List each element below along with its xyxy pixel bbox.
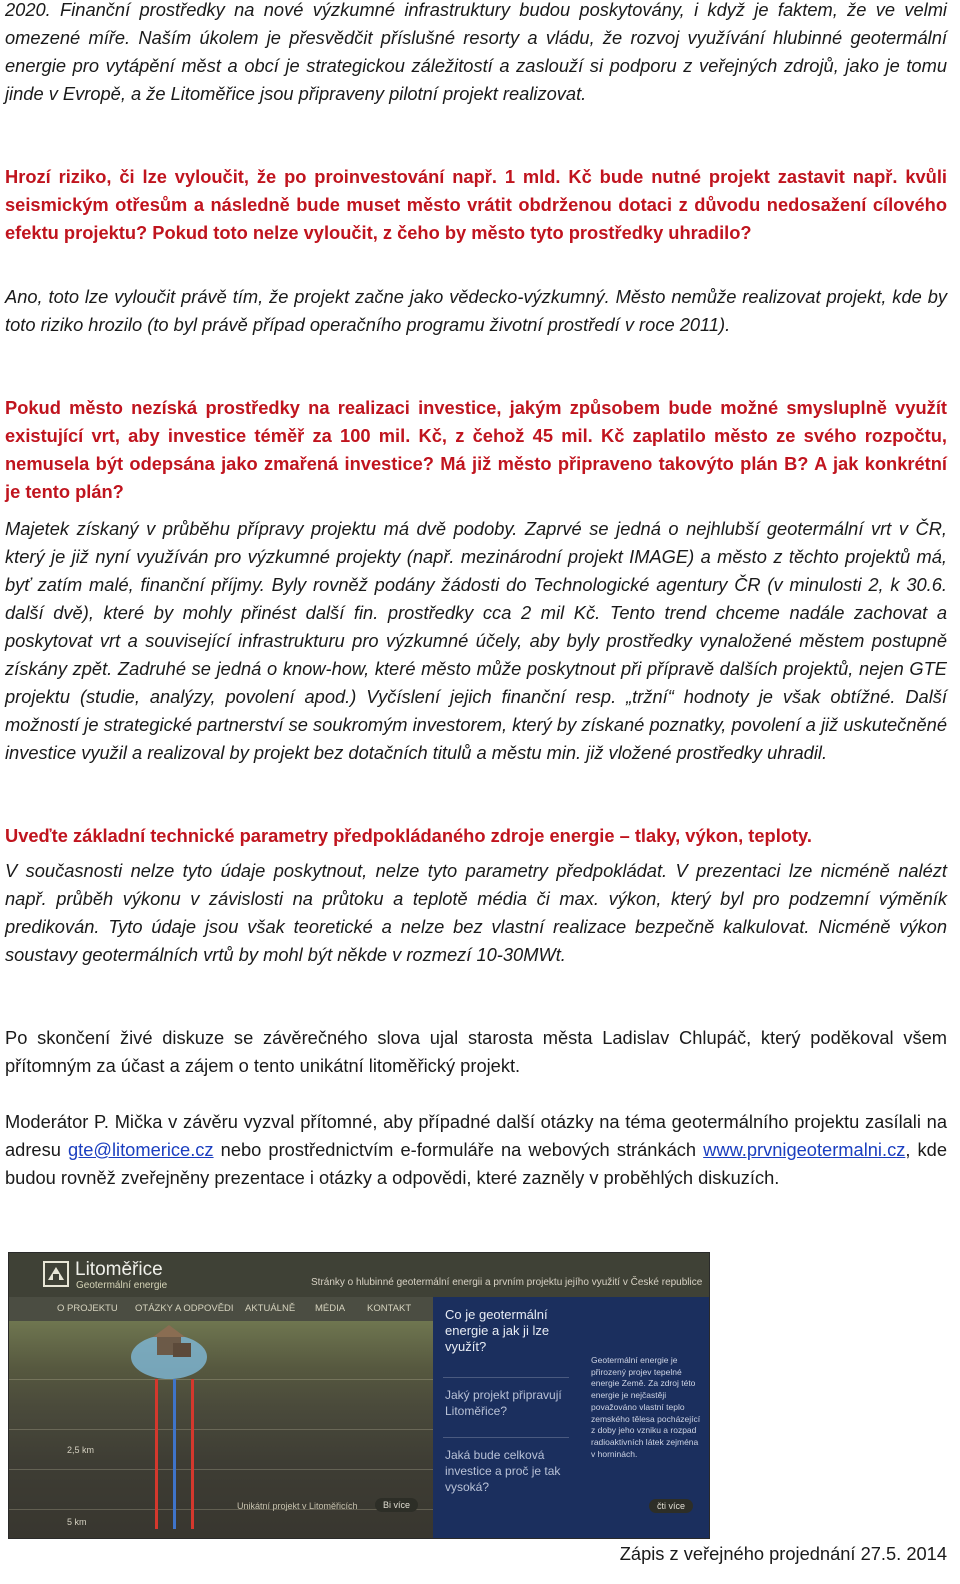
website-header: [9, 1253, 709, 1297]
website-footer-label: Unikátní projekt v Litoměřicích: [237, 1501, 358, 1511]
nav-item-kontakt: KONTAKT: [367, 1303, 412, 1314]
paragraph-contact: [5, 1108, 947, 1192]
faq-question-2: Jaký projekt připravují Litoměřice?: [445, 1388, 562, 1418]
answer-3: V současnosti nelze tyto údaje poskytnout, nelze tyto parametry předpokládat. V prezentaci lze nicméně nalézt např. průběh výkonu v závislosti na průtoku a teplotě média či max. výkon, který byl pro podzemní výměník predikován. Tyto údaje jsou však teoretické a nelze bez vlastní realizace bezpečně kalkulovat. Nicméně výkon soustavy geotermálních vrtů by mohl být někde v rozmezí 10-30MWt.: [5, 860, 947, 965]
heating-plant-icon: [129, 1321, 209, 1381]
nav-item-o-projektu: O PROJEKTU: [57, 1303, 118, 1314]
contact-text-c: , kde budou rovněž zveřejněny prezentace i otázky a odpovědi, které zazněly v proběhlých diskuzích.: [5, 1139, 948, 1188]
info-panel-text: Geotermální energie je přirozený projev tepelné energie Země. Za zdroj této energie je nejčastěji považováno vlastní teplo zemského tělesa pocházející z doby jeho vzniku a rozpad radioaktivních látek zejména v horninách.: [591, 1355, 701, 1459]
website-logo-name: Litoměřice: [75, 1259, 163, 1280]
nav-item-otazky: OTÁZKY A ODPOVĚDI: [135, 1303, 234, 1314]
paragraph-closing: Po skončení živé diskuze se závěrečného slova ujal starosta města Ladislav Chlupáč, který poděkoval všem přítomným za účast a zájem o tento unikátní litoměřický projekt.: [5, 1027, 947, 1076]
depth-label: 5 km: [67, 1517, 87, 1527]
rock-layer-line: [9, 1469, 433, 1470]
rock-layer-line: [9, 1509, 433, 1510]
website-nav: [9, 1297, 433, 1321]
read-more-button: čti více: [649, 1499, 693, 1513]
website-logo-subtitle: Geotermální energie: [76, 1280, 168, 1291]
geothermal-illustration: [9, 1321, 433, 1538]
website-link[interactable]: www.prvnigeotermalni.cz: [703, 1139, 906, 1160]
faq-question-3: Jaká bude celková investice a proč je tak vysoká?: [445, 1448, 561, 1494]
page-footer: Zápis z veřejného projednání 27.5. 2014: [619, 1543, 947, 1564]
email-link[interactable]: gte@litomerice.cz: [68, 1139, 214, 1160]
info-panel: [579, 1297, 709, 1538]
question-2: Pokud město nezíská prostředky na realizaci investice, jakým způsobem bude možné smysluplně využít existující vrt, aby investice téměř za 100 mil. Kč, z čehož 45 mil. Kč zaplatilo město ze svého rozpočtu, nemusela být odepsána jako zmařená investice? Má již město připraveno takovýto plán B? A jak konkrétní je tento plán?: [5, 397, 947, 502]
answer-2: Majetek získaný v průběhu přípravy projektu má dvě podoby. Zaprvé se jedná o nejhlubší geotermální vrt v ČR, který je již nyní využíván pro výzkumné projekty (např. mezinárodní projekt IMAGE) a město z těchto projektů má, byť zatím malé, finanční příjmy. Byly rovněž podány žádosti do Technologické agentury ČR (v minulosti 2, k 30.6. další dvě), které by mohly přinést další fin. prostředky cca 2 mil Kč. Tento trend chceme nadále zachovat a poskytovat vrt a související infrastrukturu pro výzkumné účely, aby byly prostředky vynaložené městem postupně získány zpět. Zadruhé se jedná o know-how, které město může poskytnout při přípravě dalších projektů, nejen GTE projektu (studie, analýzy, povolení apod.) Vyčíslení jejich finanční resp. „tržní“ hodnoty je však obtížné. Další možností je strategické partnerství se soukromým investorem, který by získané poznatky, povolení a již uskutečněné investice využil a realizoval by projekt bez dotačních titulů a městu min. již vložené prostředky uhradil.: [5, 518, 947, 763]
rock-layer-line: [9, 1379, 433, 1380]
question-1: Hrozí riziko, či lze vyloučit, že po proinvestování např. 1 mld. Kč bude nutné projekt zastavit např. kvůli seismickým otřesům a následně bude muset město vrátit obdrženou dotaci z důvodu nedosažení cílového efektu projektu? Pokud toto nelze vyloučit, z čeho by město tyto prostředky uhradilo?: [5, 166, 947, 243]
rock-layer-line: [9, 1429, 433, 1430]
question-3: Uveďte základní technické parametry předpokládaného zdroje energie – tlaky, výkon, teploty.: [5, 825, 812, 846]
answer-1: Ano, toto lze vyloučit právě tím, že projekt začne jako vědecko-výzkumný. Město nemůže realizovat projekt, kde by toto riziko hrozilo (to byl právě případ operačního programu životní prostředí v roce 2011).: [5, 286, 947, 335]
hot-water-borehole: [191, 1379, 194, 1529]
panel-divider: [443, 1377, 569, 1378]
depth-label: 2,5 km: [67, 1445, 95, 1455]
nav-item-media: MÉDIA: [315, 1303, 346, 1314]
panel-divider: [443, 1437, 569, 1438]
paragraph-intro: 2020. Finanční prostředky na nové výzkumné infrastruktury budou poskytovány, i když je faktem, že ve velmi omezené míře. Naším úkolem je přesvědčit příslušné resorty a vládu, že rozvoj využívání hlubinné geotermální energie pro vytápění měst a obcí je strategickou záležitostí a zaslouží si podporu z veřejných zdrojů, jako je tomu jinde v Evropě, a že Litoměřice jsou připraveny pilotní projekt realizovat.: [5, 0, 947, 104]
logo-icon: [43, 1261, 69, 1287]
website-tagline: Stránky o hlubinné geotermální energii a prvním projektu jejího využití v České republice: [311, 1277, 703, 1288]
contact-text-b: nebo prostřednictvím e-formuláře na webových stránkách: [213, 1139, 704, 1160]
website-screenshot: [8, 1252, 710, 1539]
faq-question-1: Co je geotermální energie a jak ji lze využít?: [445, 1307, 550, 1354]
contact-text-a: Moderátor P. Mička v závěru vyzval přítomné, aby případné další otázky na téma geotermálního projektu zasílali na adresu: [5, 1111, 947, 1160]
read-more-button: Bi více: [375, 1498, 418, 1512]
faq-panel: [433, 1297, 579, 1538]
hot-water-borehole: [155, 1379, 158, 1529]
nav-item-aktualne: AKTUÁLNĚ: [245, 1303, 296, 1314]
cold-water-borehole: [173, 1379, 176, 1529]
